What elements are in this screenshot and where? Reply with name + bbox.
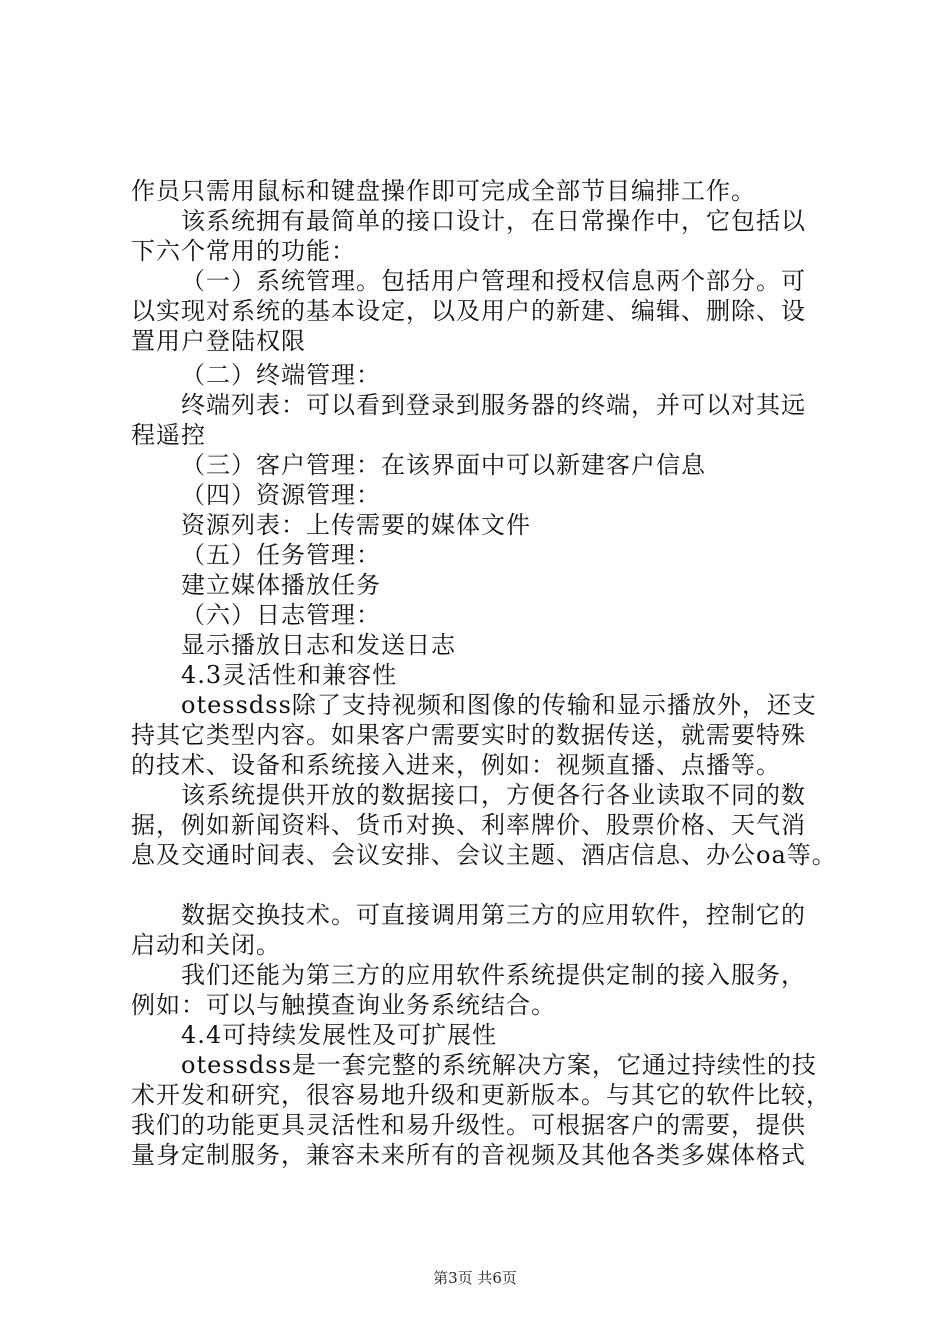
text-line: 的技术、设备和系统接入进来，例如：视频直播、点播等。: [131, 751, 781, 779]
text-line: otessdss是一套完整的系统解决方案，它通过持续性的技: [181, 1051, 817, 1079]
text-line: 下六个常用的功能：: [131, 237, 356, 265]
text-line: （六）日志管理：: [181, 601, 381, 629]
text-line: 作员只需用鼠标和键盘操作即可完成全部节目编排工作。: [131, 177, 756, 205]
text-line: 据，例如新闻资料、货币对换、利率牌价、股票价格、天气消: [131, 811, 806, 839]
text-line: （二）终端管理：: [181, 361, 381, 389]
text-line: 资源列表：上传需要的媒体文件: [181, 511, 531, 539]
text-line: 终端列表：可以看到登录到服务器的终端，并可以对其远: [181, 391, 806, 419]
text-line: 量身定制服务，兼容未来所有的音视频及其他各类多媒体格式: [131, 1141, 806, 1169]
text-line: （五）任务管理：: [181, 541, 381, 569]
text-line: （三）客户管理：在该界面中可以新建客户信息: [181, 451, 706, 479]
text-line: 程遥控: [131, 421, 206, 449]
text-line: （一）系统管理。包括用户管理和授权信息两个部分。可: [181, 267, 806, 295]
text-line: 建立媒体播放任务: [181, 571, 381, 599]
text-line: 息及交通时间表、会议安排、会议主题、酒店信息、办公oa等。: [131, 841, 837, 869]
text-line: 置用户登陆权限: [131, 327, 306, 355]
section-heading: 4.3灵活性和兼容性: [181, 661, 398, 689]
text-line: 该系统提供开放的数据接口，方便各行各业读取不同的数: [181, 781, 806, 809]
text-line: 持其它类型内容。如果客户需要实时的数据传送，就需要特殊: [131, 721, 806, 749]
text-line: 显示播放日志和发送日志: [181, 631, 456, 659]
text-line: 数据交换技术。可直接调用第三方的应用软件，控制它的: [181, 901, 806, 929]
text-line: 我们还能为第三方的应用软件系统提供定制的接入服务，: [181, 961, 806, 989]
section-heading: 4.4可持续发展性及可扩展性: [181, 1021, 498, 1049]
text-line: 术开发和研究，很容易地升级和更新版本。与其它的软件比较，: [131, 1081, 831, 1109]
text-line: 以实现对系统的基本设定，以及用户的新建、编辑、删除、设: [131, 297, 806, 325]
text-line: 例如：可以与触摸查询业务系统结合。: [131, 991, 556, 1019]
text-line: 我们的功能更具灵活性和易升级性。可根据客户的需要，提供: [131, 1111, 806, 1139]
text-line: otessdss除了支持视频和图像的传输和显示播放外，还支: [181, 691, 817, 719]
text-line: （四）资源管理：: [181, 481, 381, 509]
page-number-footer: 第3页 共6页: [433, 1269, 517, 1287]
text-line: 该系统拥有最简单的接口设计，在日常操作中，它包括以: [181, 207, 806, 235]
text-line: 启动和关闭。: [131, 931, 281, 959]
